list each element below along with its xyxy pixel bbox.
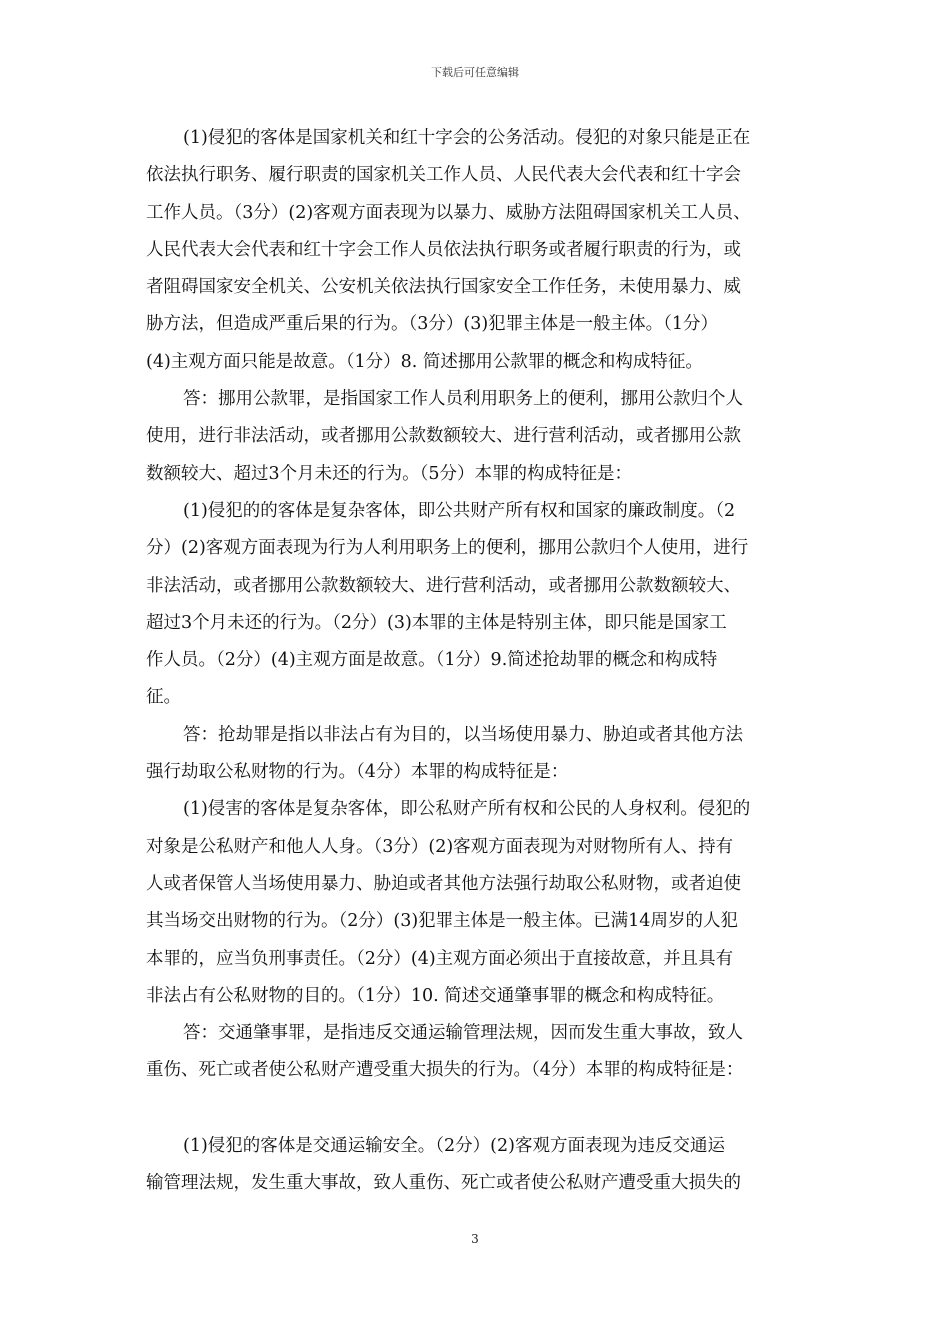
- text-line: 数额较大、超过3个月未还的行为。（5分）本罪的构成特征是：: [146, 463, 633, 484]
- text-line: 征。: [146, 687, 181, 708]
- text-line: 超过3个月未还的行为。（2分）(3)本罪的主体是特别主体，即只能是国家工: [146, 612, 727, 633]
- page-header: 下载后可任意编辑: [431, 66, 519, 79]
- text-line: 对象是公私财产和他人人身。（3分）(2)客观方面表现为对财物所有人、持有: [146, 836, 734, 857]
- text-line: 本罪的，应当负刑事责任。（2分）(4)主观方面必须出于直接故意，并且具有: [146, 948, 734, 969]
- text-line: 答：挪用公款罪，是指国家工作人员利用职务上的便利，挪用公款归个人: [183, 389, 743, 410]
- paragraph-gap: [146, 1090, 808, 1128]
- text-line: 非法占有公私财物的目的。（1分）10. 简述交通肇事罪的概念和构成特征。: [146, 985, 725, 1006]
- text-line: (1)侵犯的的客体是复杂客体，即公共财产所有权和国家的廉政制度。（2: [183, 500, 736, 521]
- page-number: 3: [471, 1232, 479, 1246]
- text-line: 非法活动，或者挪用公款数额较大、进行营利活动，或者挪用公款数额较大、: [146, 575, 741, 596]
- text-line: 人或者保管人当场使用暴力、胁迫或者其他方法强行劫取公私财物，或者迫使: [146, 873, 741, 894]
- text-line: 其当场交出财物的行为。（2分）(3)犯罪主体是一般主体。已满14周岁的人犯: [146, 911, 738, 932]
- text-line: 输管理法规，发生重大事故，致人重伤、死亡或者使公私财产遭受重大损失的: [146, 1173, 741, 1194]
- text-line: 者阻碍国家安全机关、公安机关依法执行国家安全工作任务，未使用暴力、威: [146, 277, 741, 298]
- text-line: 作人员。（2分）(4)主观方面是故意。（1分）9.简述抢劫罪的概念和构成特: [146, 650, 718, 671]
- text-line: 答：交通肇事罪，是指违反交通运输管理法规，因而发生重大事故，致人: [183, 1023, 743, 1044]
- text-line: 答：抢劫罪是指以非法占有为目的，以当场使用暴力、胁迫或者其他方法: [183, 724, 743, 745]
- text-line: 使用，进行非法活动，或者挪用公款数额较大、进行营利活动，或者挪用公款: [146, 426, 741, 447]
- document-body: [146, 120, 808, 1202]
- text-line: 分）(2)客观方面表现为行为人利用职务上的便利，挪用公款归个人使用，进行: [146, 538, 749, 559]
- text-line: (1)侵犯的客体是交通运输安全。（2分）(2)客观方面表现为违反交通运: [183, 1135, 725, 1156]
- text-line: 工作人员。（3分）(2)客观方面表现为以暴力、威胁方法阻碍国家机关工人员、: [146, 202, 751, 223]
- text-line: (4)主观方面只能是故意。（1分）8. 简述挪用公款罪的概念和构成特征。: [146, 351, 703, 372]
- text-line: 人民代表大会代表和红十字会工作人员依法执行职务或者履行职责的行为，或: [146, 239, 741, 260]
- text-line: 重伤、死亡或者使公私财产遭受重大损失的行为。（4分）本罪的构成特征是：: [146, 1060, 744, 1081]
- text-line: 依法执行职务、履行职责的国家机关工作人员、人民代表大会代表和红十字会: [146, 165, 741, 186]
- text-line: (1)侵害的客体是复杂客体，即公私财产所有权和公民的人身权利。侵犯的: [183, 799, 751, 820]
- text-line: 强行劫取公私财物的行为。（4分）本罪的构成特征是：: [146, 762, 569, 783]
- text-line: (1)侵犯的客体是国家机关和红十字会的公务活动。侵犯的对象只能是正在: [183, 128, 751, 148]
- text-line: 胁方法，但造成严重后果的行为。（3分）(3)犯罪主体是一般主体。（1分）: [146, 314, 719, 335]
